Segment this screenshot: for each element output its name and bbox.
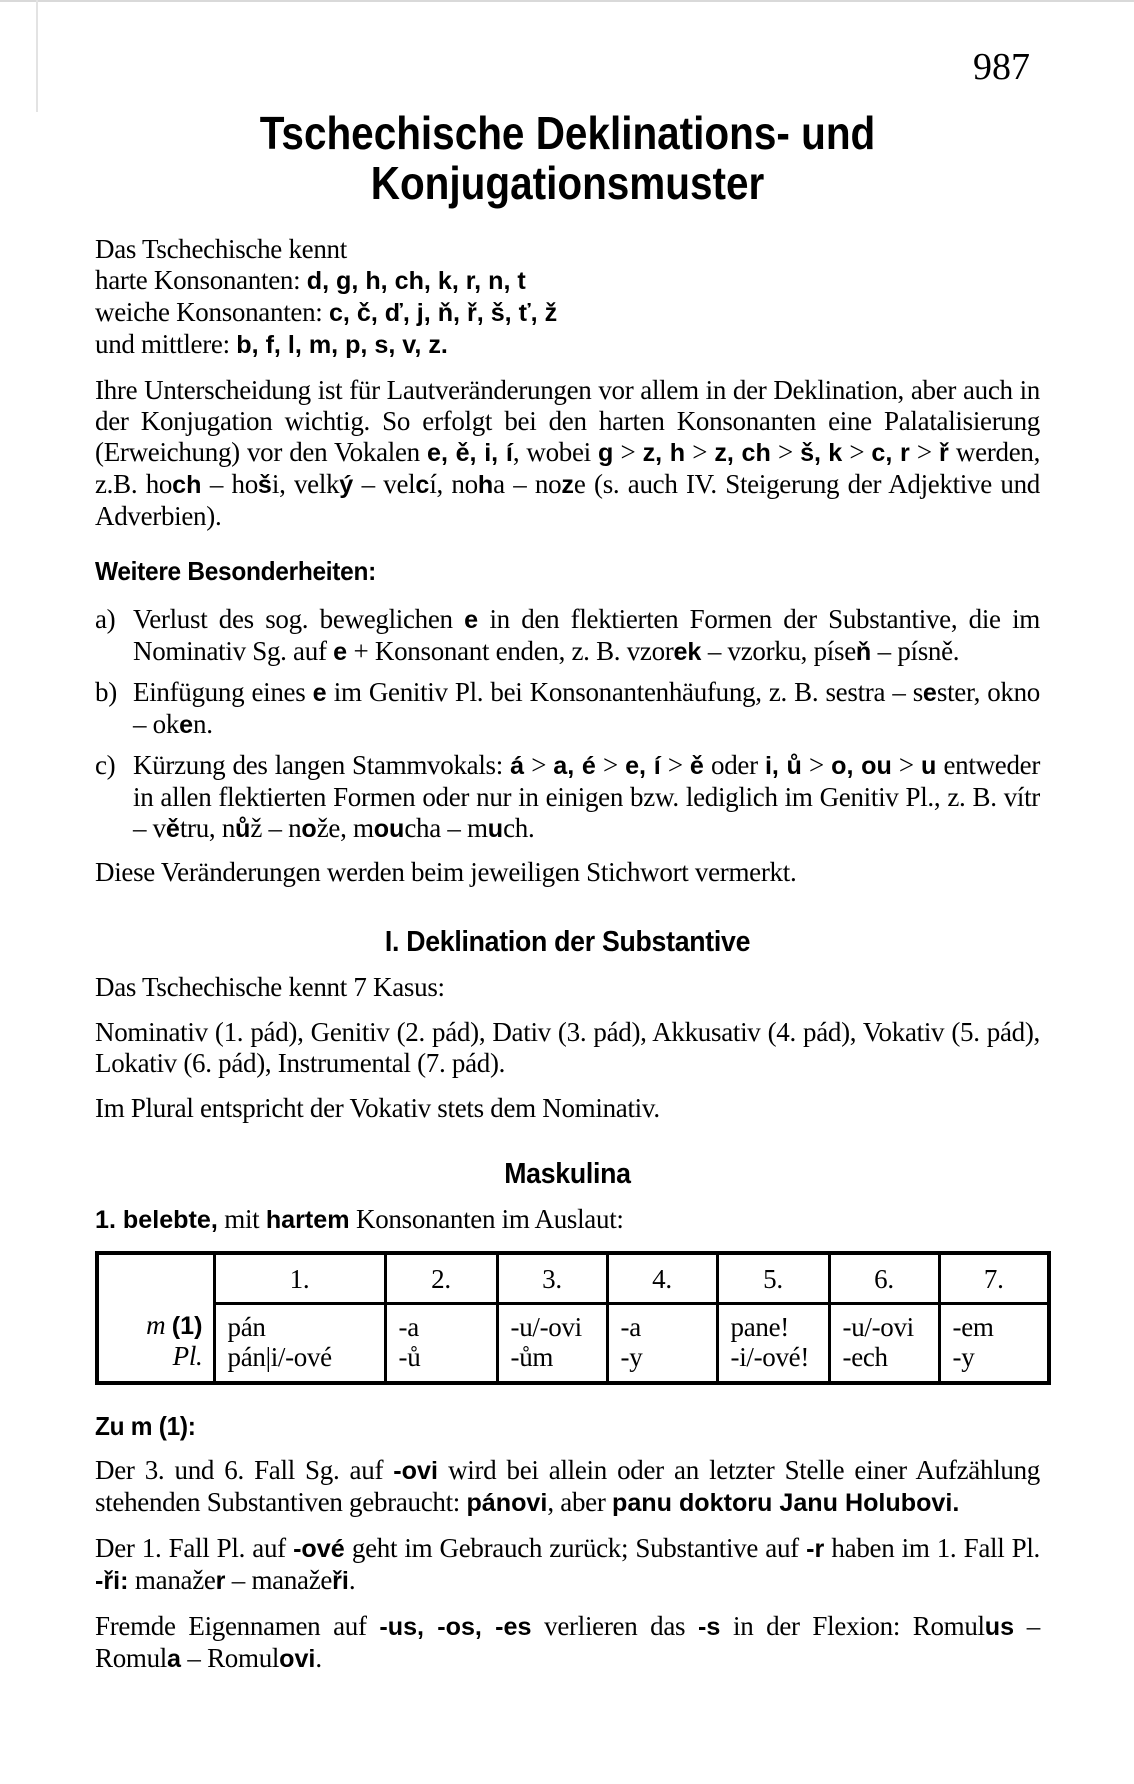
item-text-c: Kürzung des langen Stammvokals: á > a, é > e, í > ě oder i, ů > o, ou > u entweder in allen flektierten Formen oder nur in einigen bzw. lediglich im Genitiv Pl., z. B. vítr – větru, nůž – nože, moucha – much. <box>133 750 1041 843</box>
item-label-b: b) <box>95 677 117 707</box>
paragraph-plural-vokativ: Im Plural entspricht der Vokativ stets dem Nominativ. <box>95 1093 660 1123</box>
table-cell-case-4 <box>607 1304 717 1384</box>
cell-sg: -a <box>620 1312 641 1342</box>
cell-sg: pán <box>227 1312 266 1342</box>
cell-pl: -ech <box>842 1342 888 1372</box>
declension-table-m1 <box>95 1251 1051 1385</box>
item-label-c: c) <box>95 750 116 780</box>
cell-pl: -y <box>952 1342 975 1372</box>
cell-pl: -ů <box>398 1342 421 1372</box>
table-cell-case-5 <box>717 1304 829 1384</box>
heading-weitere-besonderheiten: Weitere Besonderheiten: <box>95 556 376 586</box>
paragraph-ovi: Der 3. und 6. Fall Sg. auf -ovi wird bei allein oder an letzter Stelle einer Aufzählung stehenden Substantiven gebraucht: pánovi, aber panu doktoru Janu Holubovi. <box>95 1455 1040 1517</box>
heading-zu-m1: Zu m (1): <box>95 1411 196 1441</box>
page-title-line2: Konjugationsmuster <box>370 157 765 209</box>
paragraph-diese: Diese Veränderungen werden beim jeweiligen Stichwort vermerkt. <box>95 857 797 887</box>
list-item-a <box>95 604 1040 668</box>
table-cell-case-3 <box>497 1304 607 1384</box>
scan-artifact-left <box>36 0 38 112</box>
intro-line: harte Konsonanten: d, g, h, ch, k, r, n, t <box>95 265 526 295</box>
table-header-case-5: 5. <box>717 1253 829 1304</box>
scan-artifact-top <box>0 0 1134 2</box>
intro-line: und mittlere: b, f, l, m, p, s, v, z. <box>95 329 448 359</box>
list-item-b <box>95 677 1040 741</box>
paragraph-kasus-intro: Das Tschechische kennt 7 Kasus: <box>95 972 445 1002</box>
table-header-case-2: 2. <box>385 1253 497 1304</box>
item-text-a: Verlust des sog. beweglichen e in den flektierten Formen der Substantive, die im Nominativ Sg. auf e + Konsonant enden, z. B. vzorek – vzorku, píseň – písně. <box>133 604 1040 666</box>
page-number: 987 <box>973 46 1030 88</box>
cell-sg: -u/-ovi <box>842 1312 914 1342</box>
table-cell-case-7 <box>939 1304 1049 1384</box>
cell-sg: -em <box>952 1312 994 1342</box>
table-header-case-3: 3. <box>497 1253 607 1304</box>
cell-pl: pán|i/-ové <box>227 1342 332 1372</box>
table-cell-case-1 <box>214 1304 385 1384</box>
intro-line: Das Tschechische kennt <box>95 234 347 264</box>
cell-sg: pane! <box>730 1312 789 1342</box>
intro-block <box>95 234 1040 361</box>
cell-sg: -a <box>398 1312 419 1342</box>
row-label-sg: m (1) <box>146 1310 203 1340</box>
table-header-case-7: 7. <box>939 1253 1049 1304</box>
cell-pl: -i/-ové! <box>730 1342 810 1372</box>
item-text-b: Einfügung eines e im Genitiv Pl. bei Konsonantenhäufung, z. B. sestra – sester, okno – oken. <box>133 677 1040 739</box>
paragraph-belebte: 1. belebte, mit hartem Konsonanten im Auslaut: <box>95 1204 624 1234</box>
heading-deklination-substantive: I. Deklination der Substantive <box>384 926 751 958</box>
table-row-label <box>97 1253 214 1383</box>
list-item-c <box>95 750 1040 845</box>
table-header-case-6: 6. <box>829 1253 939 1304</box>
page-title-line1: Tschechische Deklinations- und <box>259 107 876 159</box>
paragraph-ove: Der 1. Fall Pl. auf -ové geht im Gebrauch zurück; Substantive auf -r haben im 1. Fall Pl. -ři: manažer – manažeři. <box>95 1533 1040 1595</box>
paragraph-fremde-eigennamen: Fremde Eigennamen auf -us, -os, -es verlieren das -s in der Flexion: Romulus – Romula – Romulovi. <box>95 1611 1040 1673</box>
item-label-a: a) <box>95 604 116 634</box>
table-header-case-1: 1. <box>214 1253 385 1304</box>
table-header-row <box>97 1253 1049 1304</box>
table-data-row <box>97 1304 1049 1384</box>
paragraph-palatalisierung: Ihre Unterscheidung ist für Lautveränderungen vor allem in der Deklination, aber auch in der Konjugation wichtig. So erfolgt bei den harten Konsonanten eine Palatalisierung (Erweichung) vor den Vokalen e, ě, i, í, wobei g > z, h > z, ch > š, k > c, r > ř werden, z.B. hoch – hoši, velký – velcí, noha – noze (s. auch IV. Steigerung der Adjektive und Adverbien). <box>95 375 1041 531</box>
heading-maskulina: Maskulina <box>504 1158 631 1190</box>
table-cell-case-2 <box>385 1304 497 1384</box>
cell-pl: -ům <box>510 1342 554 1372</box>
paragraph-kasus-list: Nominativ (1. pád), Genitiv (2. pád), Dativ (3. pád), Akkusativ (4. pád), Vokativ (5. pád), Lokativ (6. pád), Instrumental (7. pád). <box>95 1017 1040 1078</box>
cell-sg: -u/-ovi <box>510 1312 582 1342</box>
row-label-pl: Pl. <box>172 1341 203 1371</box>
cell-pl: -y <box>620 1342 643 1372</box>
table-cell-case-6 <box>829 1304 939 1384</box>
table-header-case-4: 4. <box>607 1253 717 1304</box>
page-title <box>152 108 984 208</box>
intro-line: weiche Konsonanten: c, č, ď, j, ň, ř, š, ť, ž <box>95 297 558 327</box>
